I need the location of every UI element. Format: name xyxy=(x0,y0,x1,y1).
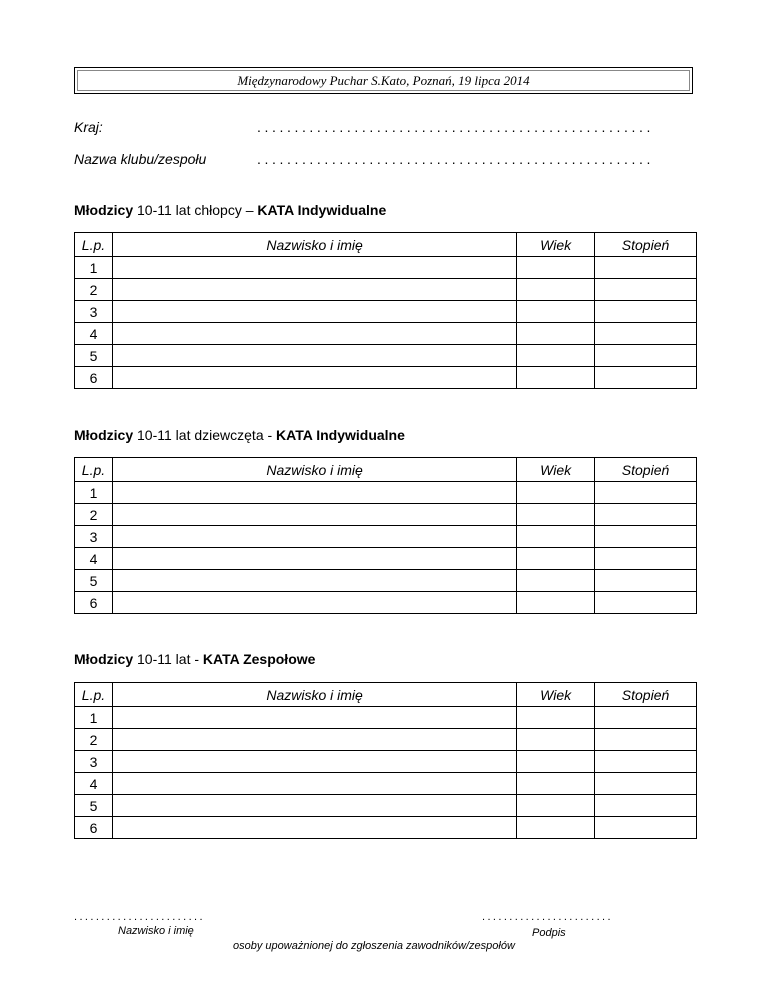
header-age: Wiek xyxy=(517,683,595,707)
name-cell[interactable] xyxy=(112,548,516,570)
signature-caption: osoby upoważnionej do zgłoszenia zawodników/zespołów xyxy=(233,940,515,952)
section-1-category: Młodzicy xyxy=(74,202,134,218)
age-cell[interactable] xyxy=(517,345,595,367)
table-row xyxy=(75,751,697,773)
section-title-1 xyxy=(74,202,386,218)
document-title-box xyxy=(74,67,693,94)
row-number: 2 xyxy=(75,504,113,526)
row-number: 1 xyxy=(75,707,113,729)
header-age: Wiek xyxy=(517,233,595,257)
row-number: 5 xyxy=(75,570,113,592)
name-cell[interactable] xyxy=(112,795,516,817)
age-cell[interactable] xyxy=(517,482,595,504)
age-cell[interactable] xyxy=(517,548,595,570)
name-cell[interactable] xyxy=(112,707,516,729)
section-3-age: 10-11 lat - xyxy=(133,651,203,667)
document-title: Międzynarodowy Puchar S.Kato, Poznań, 19 lipca 2014 xyxy=(237,72,530,88)
row-number: 4 xyxy=(75,773,113,795)
section-2-category: Młodzicy xyxy=(74,427,134,443)
name-signature-dots: ........................ xyxy=(74,911,205,923)
age-cell[interactable] xyxy=(517,751,595,773)
section-title-2 xyxy=(74,427,405,443)
age-cell[interactable] xyxy=(517,570,595,592)
degree-cell[interactable] xyxy=(595,707,697,729)
row-number: 3 xyxy=(75,751,113,773)
age-cell[interactable] xyxy=(517,257,595,279)
row-number: 1 xyxy=(75,257,113,279)
row-number: 2 xyxy=(75,279,113,301)
row-number: 5 xyxy=(75,795,113,817)
name-cell[interactable] xyxy=(112,257,516,279)
name-cell[interactable] xyxy=(112,345,516,367)
name-cell[interactable] xyxy=(112,592,516,614)
table-row xyxy=(75,592,697,614)
degree-cell[interactable] xyxy=(595,773,697,795)
table-row xyxy=(75,279,697,301)
name-cell[interactable] xyxy=(112,570,516,592)
table-section-2 xyxy=(74,457,697,614)
row-number: 6 xyxy=(75,367,113,389)
row-number: 3 xyxy=(75,526,113,548)
age-cell[interactable] xyxy=(517,817,595,839)
age-cell[interactable] xyxy=(517,323,595,345)
header-name: Nazwisko i imię xyxy=(112,458,516,482)
header-age: Wiek xyxy=(517,458,595,482)
table-row xyxy=(75,795,697,817)
row-number: 2 xyxy=(75,729,113,751)
name-cell[interactable] xyxy=(112,526,516,548)
table-section-1 xyxy=(74,232,697,389)
row-number: 1 xyxy=(75,482,113,504)
table-row xyxy=(75,773,697,795)
name-cell[interactable] xyxy=(112,751,516,773)
degree-cell[interactable] xyxy=(595,367,697,389)
degree-cell[interactable] xyxy=(595,526,697,548)
table-row xyxy=(75,257,697,279)
table-row xyxy=(75,729,697,751)
sign-signature-dots: ........................ xyxy=(482,911,613,923)
degree-cell[interactable] xyxy=(595,504,697,526)
country-label: Kraj: xyxy=(74,119,103,135)
name-cell[interactable] xyxy=(112,504,516,526)
age-cell[interactable] xyxy=(517,773,595,795)
table-header-row xyxy=(75,683,697,707)
table-row xyxy=(75,323,697,345)
row-number: 3 xyxy=(75,301,113,323)
degree-cell[interactable] xyxy=(595,301,697,323)
header-degree: Stopień xyxy=(595,233,697,257)
age-cell[interactable] xyxy=(517,504,595,526)
degree-cell[interactable] xyxy=(595,279,697,301)
section-3-event: KATA Zespołowe xyxy=(202,651,316,667)
age-cell[interactable] xyxy=(517,526,595,548)
table-row xyxy=(75,548,697,570)
degree-cell[interactable] xyxy=(595,323,697,345)
section-3-category: Młodzicy xyxy=(74,651,134,667)
name-cell[interactable] xyxy=(112,773,516,795)
table-section-3 xyxy=(74,682,697,839)
header-name: Nazwisko i imię xyxy=(112,233,516,257)
table-row xyxy=(75,482,697,504)
club-dots: ..................................................... xyxy=(257,151,654,167)
country-dots: ..................................................... xyxy=(257,119,654,135)
section-2-age: 10-11 lat dziewczęta - xyxy=(133,427,277,443)
name-cell[interactable] xyxy=(112,301,516,323)
table-row xyxy=(75,345,697,367)
row-number: 5 xyxy=(75,345,113,367)
table-row xyxy=(75,817,697,839)
name-cell[interactable] xyxy=(112,279,516,301)
row-number: 6 xyxy=(75,592,113,614)
club-label: Nazwa klubu/zespołu xyxy=(74,151,207,167)
row-number: 4 xyxy=(75,323,113,345)
name-cell[interactable] xyxy=(112,729,516,751)
age-cell[interactable] xyxy=(517,592,595,614)
age-cell[interactable] xyxy=(517,279,595,301)
header-lp: L.p. xyxy=(75,683,113,707)
table-row xyxy=(75,526,697,548)
header-degree: Stopień xyxy=(595,458,697,482)
row-number: 4 xyxy=(75,548,113,570)
table-row xyxy=(75,301,697,323)
age-cell[interactable] xyxy=(517,795,595,817)
degree-cell[interactable] xyxy=(595,482,697,504)
table-row xyxy=(75,504,697,526)
row-number: 6 xyxy=(75,817,113,839)
sign-signature-label: Podpis xyxy=(532,927,566,939)
name-cell[interactable] xyxy=(112,482,516,504)
age-cell[interactable] xyxy=(517,729,595,751)
table-row xyxy=(75,707,697,729)
section-1-age: 10-11 lat chłopcy – xyxy=(133,202,258,218)
degree-cell[interactable] xyxy=(595,345,697,367)
degree-cell[interactable] xyxy=(595,548,697,570)
degree-cell[interactable] xyxy=(595,257,697,279)
name-cell[interactable] xyxy=(112,323,516,345)
section-title-3 xyxy=(74,651,315,667)
section-1-event: KATA Indywidualne xyxy=(257,202,387,218)
header-name: Nazwisko i imię xyxy=(112,683,516,707)
table-header-row xyxy=(75,458,697,482)
degree-cell[interactable] xyxy=(595,751,697,773)
table-row xyxy=(75,570,697,592)
degree-cell[interactable] xyxy=(595,817,697,839)
table-header-row xyxy=(75,233,697,257)
degree-cell[interactable] xyxy=(595,795,697,817)
degree-cell[interactable] xyxy=(595,592,697,614)
section-2-event: KATA Indywidualne xyxy=(276,427,405,443)
header-lp: L.p. xyxy=(75,458,113,482)
table-row xyxy=(75,367,697,389)
name-cell[interactable] xyxy=(112,367,516,389)
degree-cell[interactable] xyxy=(595,570,697,592)
header-lp: L.p. xyxy=(75,233,113,257)
age-cell[interactable] xyxy=(517,301,595,323)
age-cell[interactable] xyxy=(517,707,595,729)
degree-cell[interactable] xyxy=(595,729,697,751)
name-signature-label: Nazwisko i imię xyxy=(118,925,194,937)
header-degree: Stopień xyxy=(595,683,697,707)
age-cell[interactable] xyxy=(517,367,595,389)
name-cell[interactable] xyxy=(112,817,516,839)
